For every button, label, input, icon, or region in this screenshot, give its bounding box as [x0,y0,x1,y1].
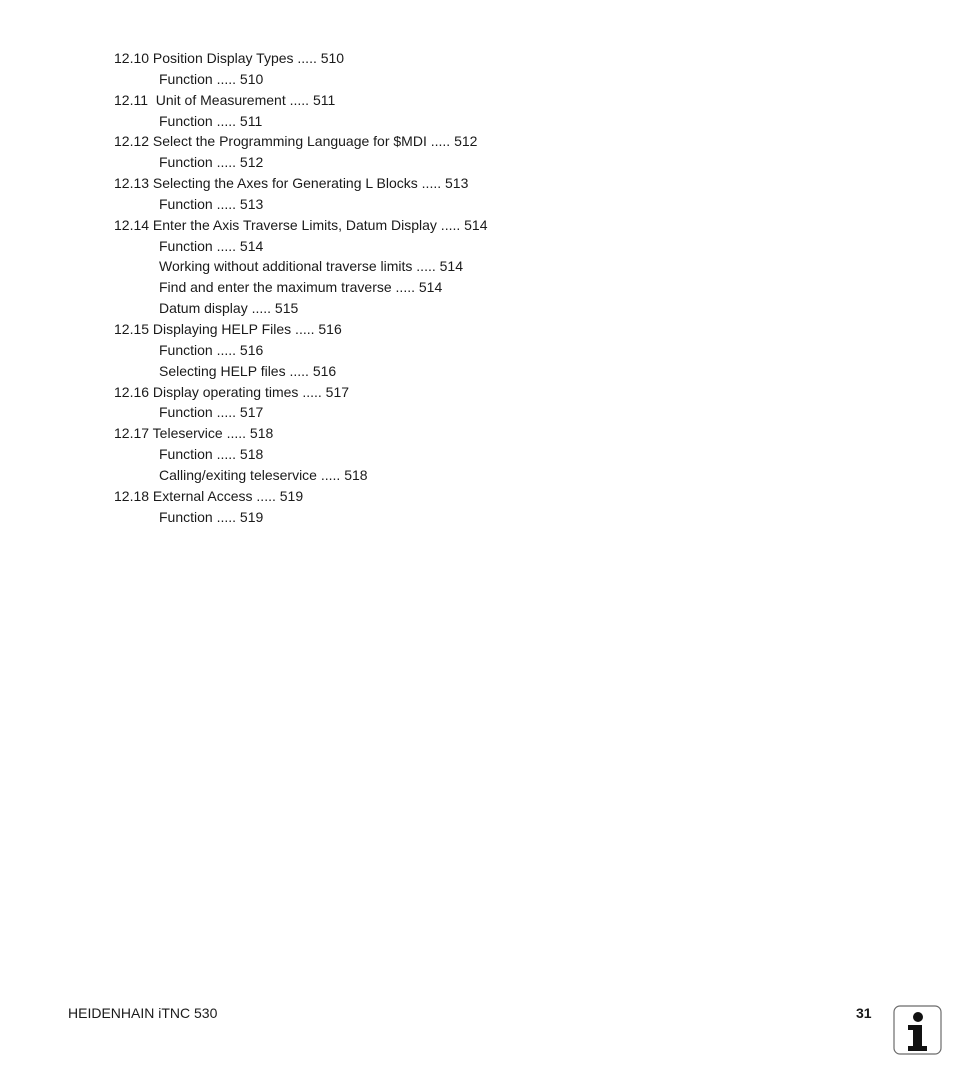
toc-subentry[interactable]: Calling/exiting teleservice ..... 518 [159,466,368,483]
toc-entry[interactable]: 12.13 Selecting the Axes for Generating L Blocks ..... 513 [114,175,469,192]
toc-subentry[interactable]: Working without additional traverse limits ..... 514 [159,258,463,275]
table-of-contents [114,48,814,527]
toc-subentry[interactable]: Function ..... 519 [159,508,264,525]
manual-title: HEIDENHAIN iTNC 530 [68,1005,218,1021]
toc-entry[interactable]: 12.18 External Access ..... 519 [114,487,304,504]
toc-entry[interactable]: 12.12 Select the Programming Language for $MDI ..... 512 [114,133,478,150]
toc-subentry[interactable]: Function ..... 516 [159,341,264,358]
toc-subentry[interactable]: Find and enter the maximum traverse ..... 514 [159,279,443,296]
toc-entry[interactable]: 12.16 Display operating times ..... 517 [114,383,350,400]
toc-subentry[interactable]: Function ..... 511 [159,112,263,129]
toc-subentry[interactable]: Function ..... 513 [159,195,264,212]
toc-subentry[interactable]: Selecting HELP files ..... 516 [159,362,337,379]
info-icon [893,1005,942,1055]
toc-entry[interactable]: 12.11 Unit of Measurement ..... 511 [114,91,336,108]
toc-subentry[interactable]: Function ..... 514 [159,237,264,254]
toc-subentry[interactable]: Function ..... 512 [159,154,264,171]
toc-subentry[interactable]: Datum display ..... 515 [159,300,299,317]
toc-subentry[interactable]: Function ..... 517 [159,404,264,421]
toc-subentry[interactable]: Function ..... 518 [159,446,264,463]
page-number: 31 [856,1005,872,1021]
toc-entry[interactable]: 12.17 Teleservice ..... 518 [114,425,274,442]
toc-entry[interactable]: 12.14 Enter the Axis Traverse Limits, Datum Display ..... 514 [114,216,488,233]
toc-entry[interactable]: 12.15 Displaying HELP Files ..... 516 [114,320,342,337]
toc-subentry[interactable]: Function ..... 510 [159,70,264,87]
toc-entry[interactable]: 12.10 Position Display Types ..... 510 [114,50,345,66]
